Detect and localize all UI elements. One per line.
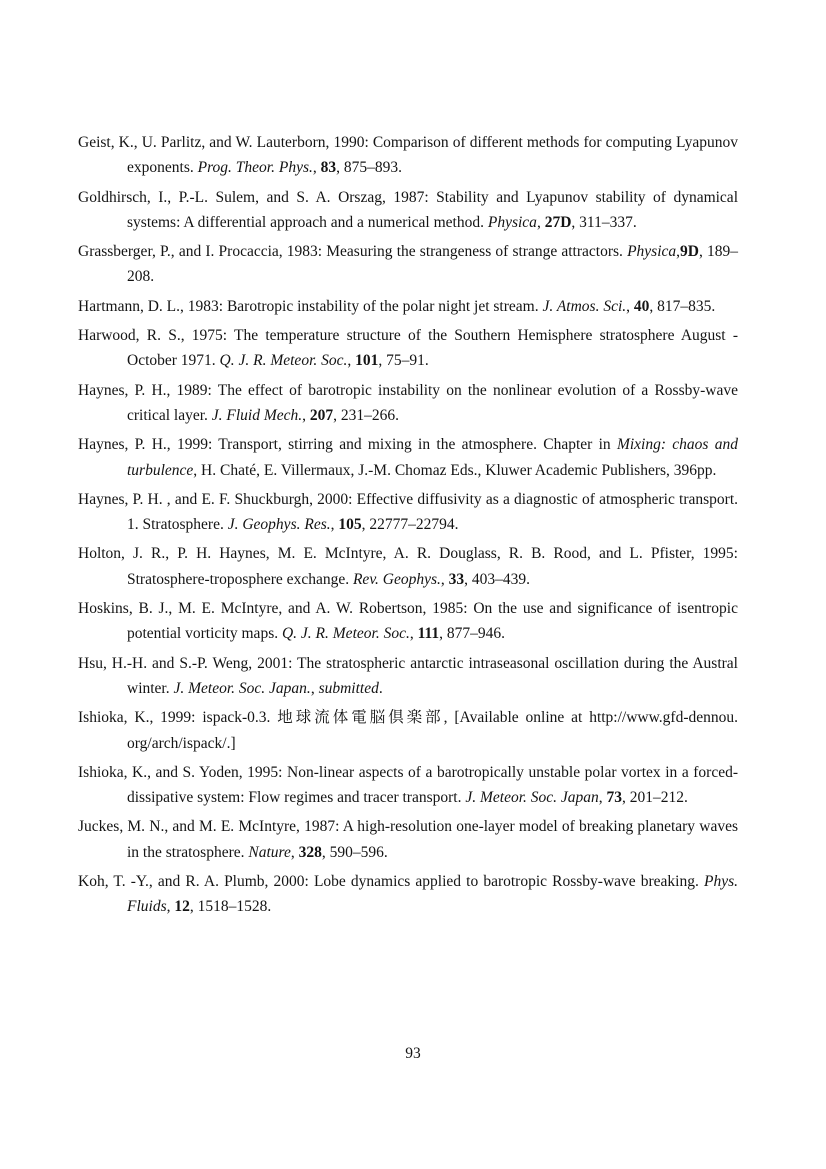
reference-text-plain: Ishioka, K., and S. Yoden, 1995: Non-linear aspects of a barotropically unstable polar vortex in a forced-dissipative system: Flow regimes and tracer transport. <box>78 763 738 807</box>
reference-text-plain: , <box>409 625 418 643</box>
reference-text-italic: Prog. Theor. Phys. <box>197 159 313 177</box>
reference-text-plain: , <box>312 159 321 177</box>
reference-entry <box>78 239 738 290</box>
reference-text-bold: 27D <box>544 213 572 231</box>
reference-text-bold: 83 <box>320 159 337 177</box>
reference-text-italic: Q. J. R. Meteor. Soc. <box>281 625 410 643</box>
reference-text-plain: , 22777–22794. <box>361 516 459 534</box>
reference-text-bold: 207 <box>309 406 334 424</box>
reference-text-italic: submitted <box>318 679 379 697</box>
reference-text-plain: Holton, J. R., P. H. Haynes, M. E. McIntyre, A. R. Douglass, R. B. Rood, and L. Pfister, 1995: Stratosphere-troposphere exchange. <box>78 545 738 588</box>
reference-text-bold: 9D <box>680 243 699 261</box>
reference-text-plain: Haynes, P. H., 1989: The effect of barotropic instability on the nonlinear evolution of a Rossby-wave critical layer. <box>78 381 738 424</box>
reference-text-italic: J. Atmos. Sci. <box>542 297 627 315</box>
reference-entry <box>78 130 738 181</box>
reference-text-plain: Hsu, H.-H. and S.-P. Weng, 2001: The stratospheric antarctic intraseasonal oscillation during the Austral winter. <box>78 654 738 697</box>
reference-text-italic: Q. J. R. Meteor. Soc. <box>219 352 348 370</box>
reference-entry <box>78 487 738 538</box>
reference-text-plain: , <box>676 243 681 261</box>
reference-entry <box>78 541 738 592</box>
reference-list <box>78 130 738 924</box>
reference-text-plain: Haynes, P. H. , and E. F. Shuckburgh, 2000: Effective diffusivity as a diagnostic of atmospheric transport. 1. Stratosphere. <box>78 490 738 534</box>
reference-entry <box>78 760 738 811</box>
reference-text-plain: , <box>598 789 607 807</box>
reference-text-plain: . <box>378 679 383 697</box>
reference-text-plain: , 875–893. <box>336 159 402 177</box>
reference-text-plain: Ishioka, K., 1999: ispack-0.3. 地球流体電脳倶楽部, [Available online at http://www.gfd-dennou. org/arch/ispack/.] <box>78 709 738 752</box>
reference-text-bold: 33 <box>448 570 465 588</box>
reference-text-plain: , 817–835. <box>649 297 716 315</box>
reference-text-italic: Physica <box>487 213 537 231</box>
reference-text-plain: Hartmann, D. L., 1983: Barotropic instability of the polar night jet stream. <box>78 297 543 315</box>
reference-text-plain: Harwood, R. S., 1975: The temperature structure of the Southern Hemisphere stratosphere August - October 1971. <box>78 327 738 370</box>
reference-text-plain: , <box>330 516 339 534</box>
reference-text-plain: , 311–337. <box>571 213 637 231</box>
reference-text-italic: J. Meteor. Soc. Japan <box>465 789 599 807</box>
reference-text-bold: 101 <box>355 352 379 370</box>
reference-text-plain: , <box>166 898 175 916</box>
reference-text-plain: Koh, T. -Y., and R. A. Plumb, 2000: Lobe dynamics applied to barotropic Rossby-wave breaking. <box>78 873 704 891</box>
reference-text-plain: , <box>310 679 319 697</box>
reference-text-plain: Geist, K., U. Parlitz, and W. Lauterborn, 1990: Comparison of different methods for computing Lyapunov exponents. <box>78 134 738 177</box>
reference-text-plain: Goldhirsch, I., P.-L. Sulem, and S. A. Orszag, 1987: Stability and Lyapunov stability of dynamical systems: A differential approach and a numerical method. <box>78 188 738 231</box>
reference-text-plain: , <box>302 406 310 424</box>
reference-text-bold: 105 <box>338 516 362 534</box>
reference-text-plain: , <box>626 297 634 315</box>
reference-text-plain: , H. Chaté, E. Villermaux, J.-M. Chomaz Eds., Kluwer Academic Publishers, 396pp. <box>193 461 717 479</box>
reference-text-plain: , 231–266. <box>333 406 400 424</box>
reference-entry <box>78 869 738 920</box>
reference-text-italic: Phys. Fluids <box>127 873 738 916</box>
reference-entry <box>78 323 738 374</box>
reference-text-plain: , 590–596. <box>321 843 388 861</box>
reference-text-plain: Juckes, M. N., and M. E. McIntyre, 1987: A high-resolution one-layer model of breaking planetary waves in the stratosphere. <box>78 818 738 861</box>
reference-text-plain: , 1518–1528. <box>189 898 272 916</box>
reference-text-plain: , <box>290 843 299 861</box>
reference-text-bold: 73 <box>606 789 623 807</box>
reference-entry <box>78 378 738 429</box>
reference-entry <box>78 705 738 756</box>
reference-text-bold: 111 <box>417 625 440 643</box>
reference-text-italic: J. Fluid Mech. <box>211 406 303 424</box>
reference-text-plain: , <box>347 352 356 370</box>
reference-entry <box>78 432 738 483</box>
page-number: 93 <box>405 1045 421 1062</box>
reference-text-plain: Hoskins, B. J., M. E. McIntyre, and A. W. Robertson, 1985: On the use and significance of isentropic potential vorticity maps. <box>78 600 738 643</box>
reference-text-plain: , <box>440 570 449 588</box>
reference-entry <box>78 596 738 647</box>
reference-text-plain: , 877–946. <box>439 625 505 643</box>
reference-text-plain: Grassberger, P., and I. Procaccia, 1983: Measuring the strangeness of strange attractors. <box>78 243 628 261</box>
reference-text-bold: 40 <box>633 297 650 315</box>
reference-text-italic: Physica <box>627 243 677 261</box>
reference-text-bold: 12 <box>174 898 190 916</box>
reference-text-italic: J. Meteor. Soc. Japan. <box>173 679 311 697</box>
reference-text-plain: Haynes, P. H., 1999: Transport, stirring and mixing in the atmosphere. Chapter in <box>78 436 617 454</box>
reference-entry <box>78 651 738 702</box>
reference-text-italic: Rev. Geophys. <box>352 570 441 588</box>
reference-text-bold: 328 <box>298 843 322 861</box>
reference-text-plain: , 403–439. <box>464 570 531 588</box>
reference-text-plain: , 201–212. <box>622 789 688 807</box>
reference-text-plain: , 189–208. <box>127 243 739 286</box>
reference-text-italic: Mixing: chaos and turbulence <box>127 436 738 479</box>
reference-entry <box>78 294 738 319</box>
reference-entry <box>78 814 738 865</box>
reference-text-plain: , 75–91. <box>378 352 429 370</box>
reference-text-italic: J. Geophys. Res. <box>227 516 331 534</box>
reference-text-italic: Nature <box>248 843 291 861</box>
reference-entry <box>78 185 738 236</box>
reference-text-plain: , <box>536 213 545 231</box>
